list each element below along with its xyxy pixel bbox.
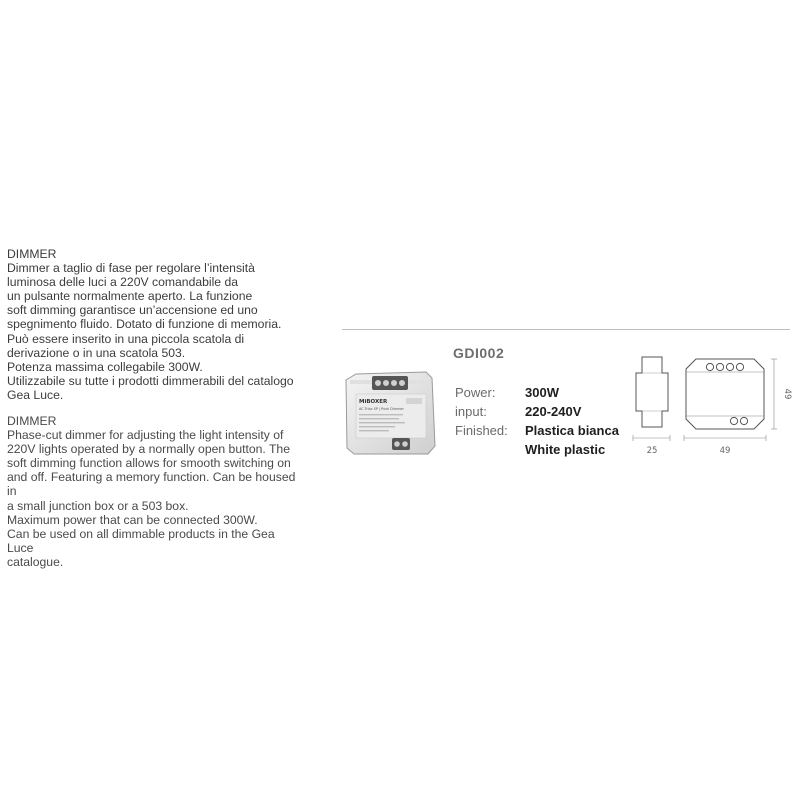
description-italian-line: derivazione o in una scatola 503.: [7, 345, 186, 360]
description-italian-line: soft dimming garantisce un’accensione ed uno: [7, 303, 258, 318]
description-italian-heading: DIMMER: [7, 247, 57, 261]
description-english-line: Can be used on all dimmable products in the Gea Luce: [7, 526, 275, 555]
front-width-dimension: 49: [719, 446, 731, 456]
description-english-line: a small junction box or a 503 box.: [7, 498, 189, 513]
description-italian-line: un pulsante normalmente aperto. La funzione: [7, 289, 253, 304]
description-italian-line: Potenza massima collegabile 300W.: [7, 359, 203, 374]
description-italian-line: Dimmer a taglio di fase per regolare l’intensità: [7, 261, 255, 276]
description-english: [7, 414, 297, 569]
spec-power-value: 300W: [525, 385, 559, 400]
height-dimension: 49: [782, 388, 792, 400]
terminal-block-bottom: [392, 438, 410, 450]
description-english-line: 220V lights operated by a normally open button. The: [7, 442, 290, 457]
spec-input-label: input:: [455, 404, 487, 419]
spec-power-label: Power:: [455, 385, 496, 400]
terminal-block-top: [372, 376, 408, 390]
description-italian: [7, 247, 297, 402]
description-english-line: Phase-cut dimmer for adjusting the light intensity of: [7, 428, 284, 443]
description-english-line: Maximum power that can be connected 300W.: [7, 512, 258, 527]
description-italian-line: spegnimento fluido. Dotato di funzione di memoria.: [7, 317, 282, 332]
description-english-heading: DIMMER: [7, 414, 57, 428]
photo-model-text: AC Triac SP | Push Dimmer: [359, 407, 404, 411]
product-photo: [342, 368, 438, 458]
spec-finished-label: Finished:: [455, 423, 508, 438]
description-italian-line: Può essere inserito in una piccola scatola di: [7, 331, 245, 346]
description-english-line: and off. Featuring a memory function. Can be housed in: [7, 470, 296, 499]
side-width-dimension: 25: [646, 446, 658, 456]
section-divider: [342, 329, 790, 330]
front-view-drawing: [686, 359, 764, 429]
description-english-line: catalogue.: [7, 554, 64, 569]
spec-finished-value: Plastica bianca: [525, 423, 619, 438]
description-italian-line: Gea Luce.: [7, 387, 64, 402]
product-label: [356, 394, 426, 438]
description-italian-line: luminosa delle luci a 220V comandabile da: [7, 275, 239, 290]
photo-brand-text: MiBOXER: [359, 399, 388, 405]
description-english-line: soft dimming function allows for smooth switching on: [7, 456, 291, 471]
technical-drawing: [628, 356, 793, 462]
spec-finished-value-en: White plastic: [525, 442, 606, 457]
description-italian-line: Utilizzabile su tutte i prodotti dimmerabili del catalogo: [7, 373, 294, 388]
spec-input-value: 220-240V: [525, 404, 582, 419]
product-code: GDI002: [453, 345, 505, 361]
side-view-drawing: [636, 357, 668, 427]
